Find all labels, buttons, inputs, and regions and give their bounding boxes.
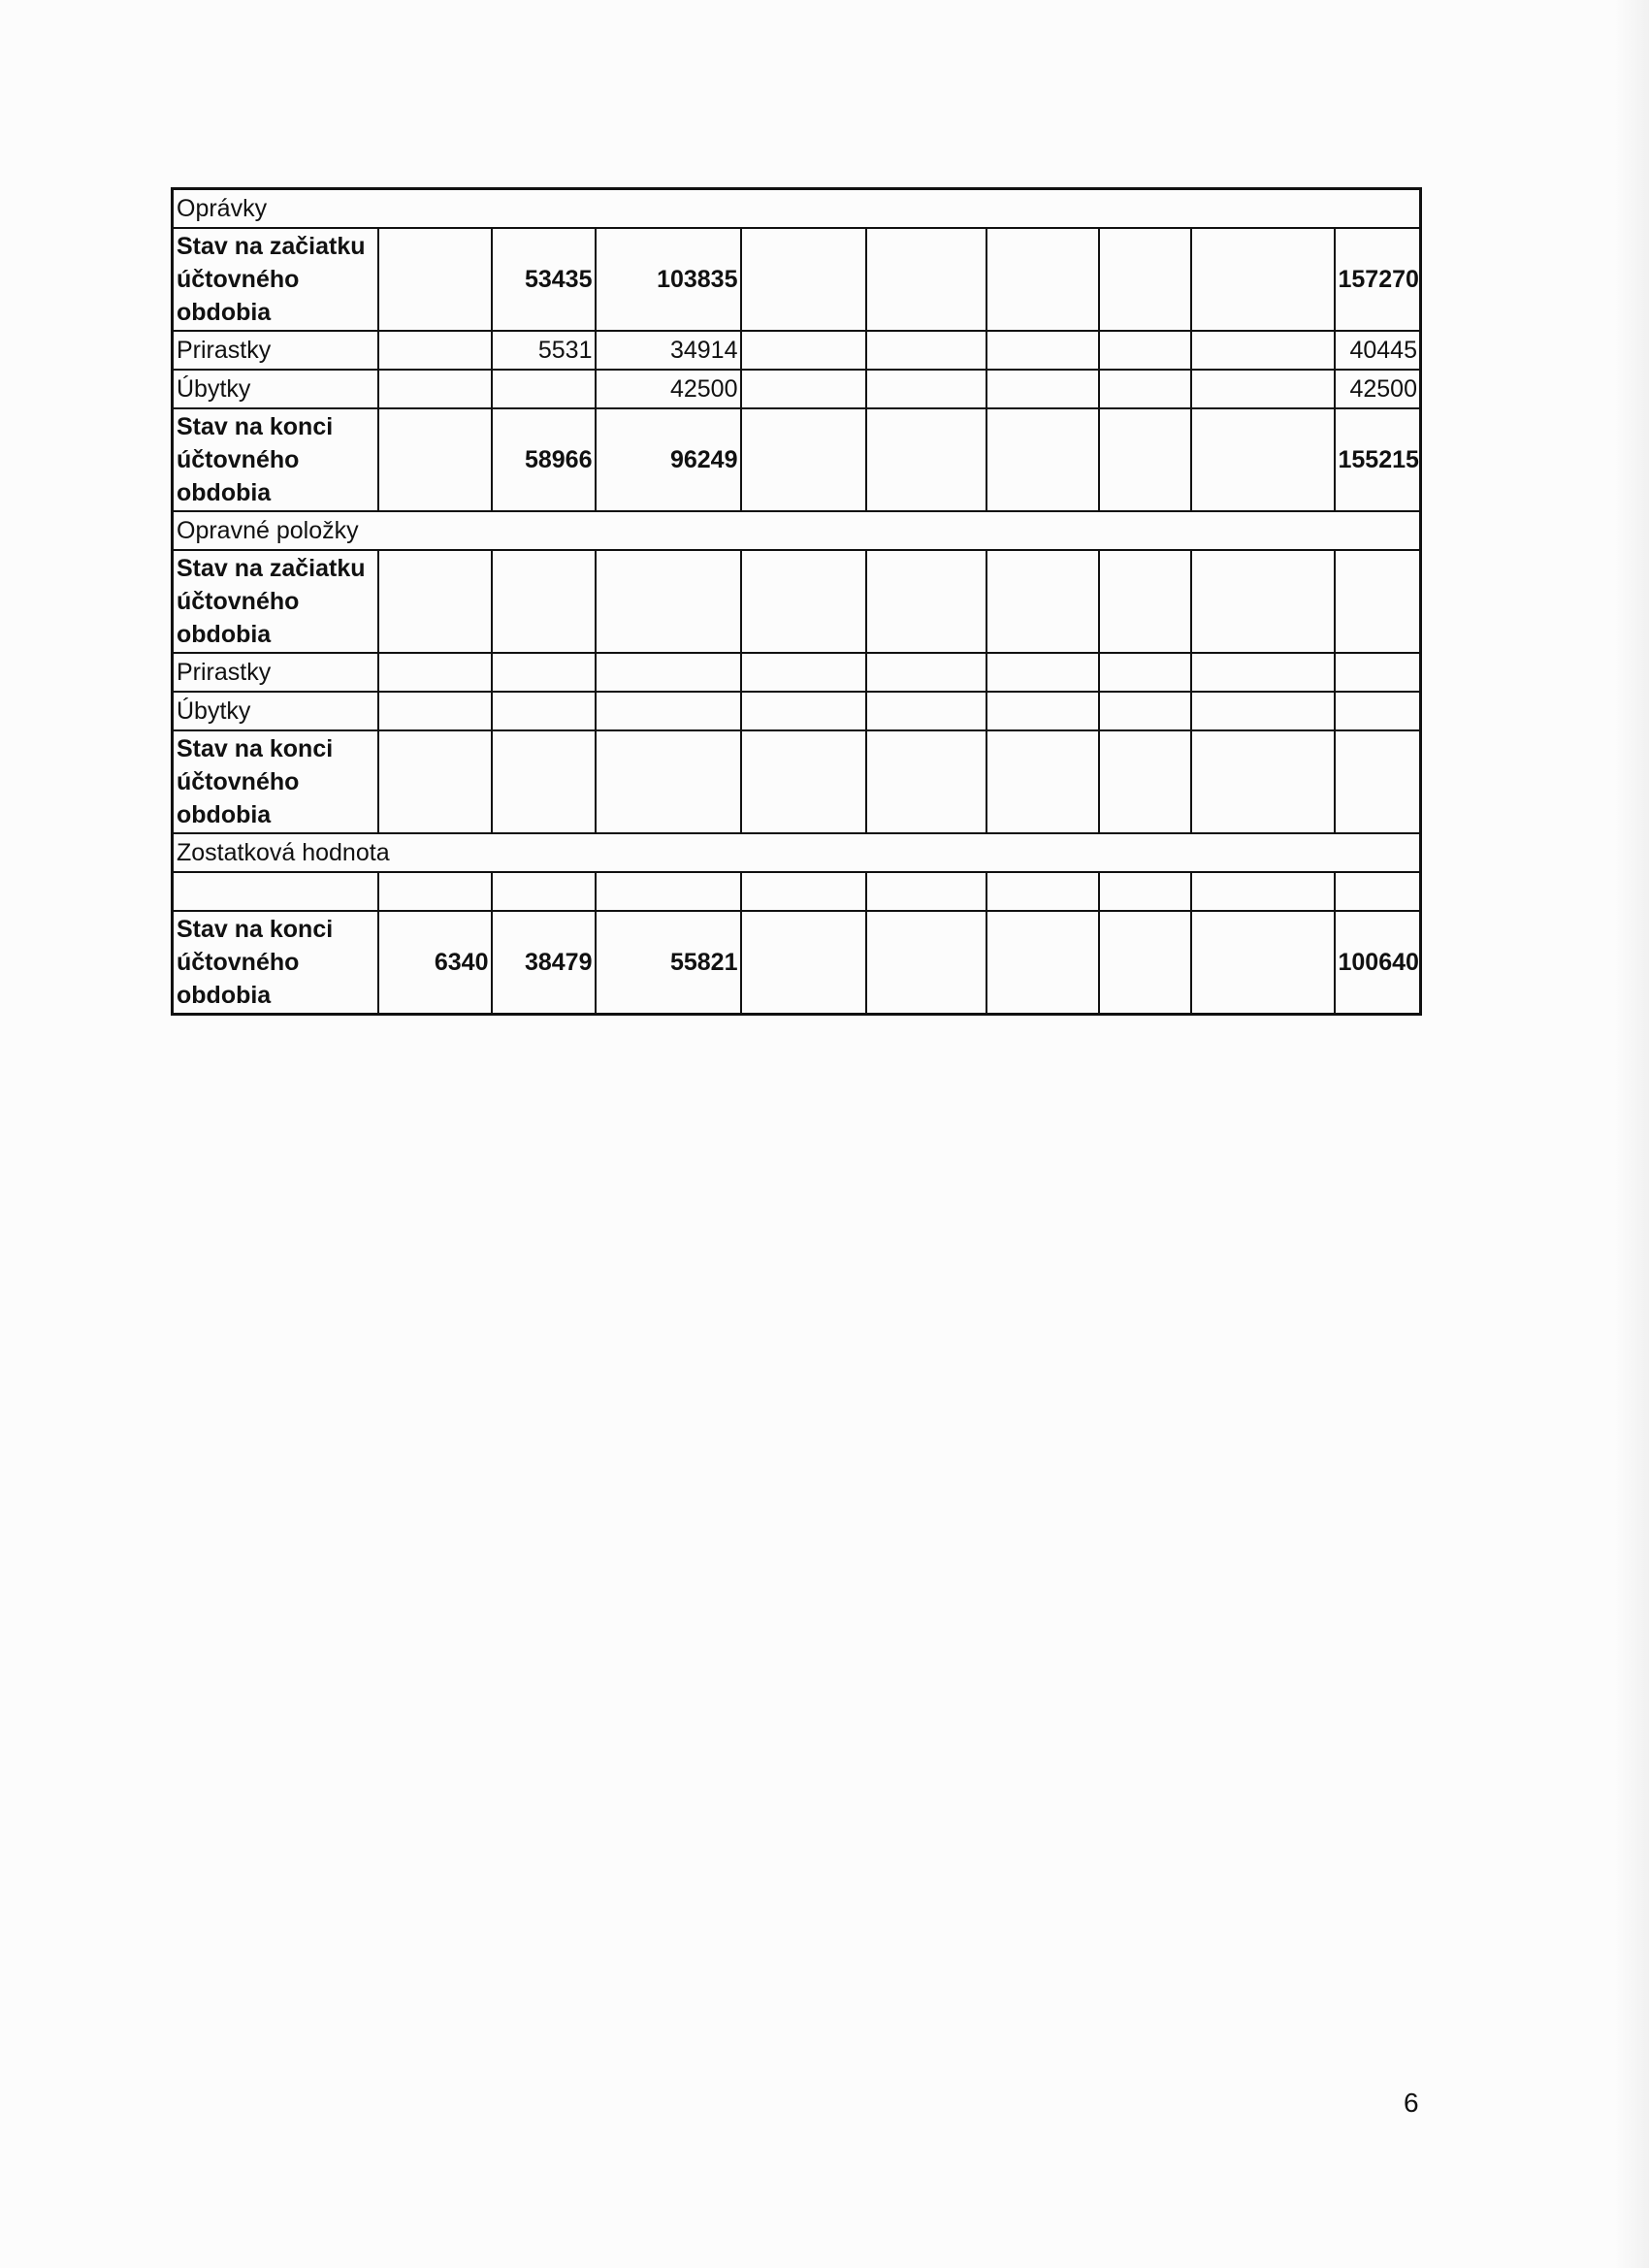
table-cell: 53435 (492, 228, 596, 331)
table-cell (1191, 370, 1335, 408)
table-cell (866, 228, 986, 331)
table-cell (1191, 692, 1335, 730)
row-label: Stav na konci účtovného obdobia (173, 408, 378, 511)
table-cell (866, 911, 986, 1015)
table-cell (596, 550, 741, 653)
scan-edge-shadow (1614, 0, 1649, 2268)
table-cell: 157270 (1335, 228, 1421, 331)
table-cell (1191, 331, 1335, 370)
table-cell (1335, 692, 1421, 730)
table-cell (378, 331, 492, 370)
table-row (173, 653, 1421, 692)
table-cell (741, 228, 866, 331)
table-row (173, 872, 1421, 911)
table-cell (1099, 408, 1191, 511)
table-cell (866, 872, 986, 911)
table-cell (866, 653, 986, 692)
table-body (173, 189, 1421, 1015)
table-cell: 6340 (378, 911, 492, 1015)
table-cell (866, 730, 986, 833)
table-cell: 155215 (1335, 408, 1421, 511)
table-cell (741, 872, 866, 911)
table-cell (492, 730, 596, 833)
table-cell (1099, 730, 1191, 833)
table-cell (986, 911, 1099, 1015)
table-cell: 58966 (492, 408, 596, 511)
table-cell (1099, 872, 1191, 911)
table-cell (1099, 692, 1191, 730)
table-cell (378, 872, 492, 911)
table-cell (986, 550, 1099, 653)
table-cell (741, 692, 866, 730)
table-row (173, 228, 1421, 331)
table-cell: 40445 (1335, 331, 1421, 370)
table-cell (378, 653, 492, 692)
table-cell (741, 370, 866, 408)
table-cell (1191, 408, 1335, 511)
table-cell: 38479 (492, 911, 596, 1015)
section-header-row (173, 189, 1421, 229)
table-cell (866, 692, 986, 730)
table-row (173, 730, 1421, 833)
table-cell (986, 331, 1099, 370)
table-cell: 103835 (596, 228, 741, 331)
table-cell (741, 550, 866, 653)
table-cell (378, 228, 492, 331)
table-cell (741, 730, 866, 833)
section-title: Oprávky (173, 189, 1421, 229)
table-cell (492, 872, 596, 911)
table-cell (1099, 228, 1191, 331)
table-cell (986, 228, 1099, 331)
section-title: Opravné položky (173, 511, 1421, 550)
table-cell (492, 550, 596, 653)
table-row (173, 692, 1421, 730)
table-row (173, 331, 1421, 370)
table-cell (986, 872, 1099, 911)
section-header-row (173, 511, 1421, 550)
table-cell (596, 730, 741, 833)
table-row (173, 408, 1421, 511)
row-label: Úbytky (173, 692, 378, 730)
row-label: Úbytky (173, 370, 378, 408)
table-cell (1191, 550, 1335, 653)
table-cell: 42500 (1335, 370, 1421, 408)
row-label (173, 872, 378, 911)
table-cell (1335, 550, 1421, 653)
row-label: Prirastky (173, 331, 378, 370)
section-title: Zostatková hodnota (173, 833, 1421, 872)
table-cell: 34914 (596, 331, 741, 370)
table-cell (986, 653, 1099, 692)
table-cell (986, 730, 1099, 833)
table-cell (378, 408, 492, 511)
table-cell (986, 408, 1099, 511)
row-label: Stav na konci účtovného obdobia (173, 730, 378, 833)
table-cell: 100640 (1335, 911, 1421, 1015)
table-row (173, 370, 1421, 408)
table-cell (1191, 730, 1335, 833)
table-cell (596, 653, 741, 692)
table-cell (378, 730, 492, 833)
table-cell (741, 331, 866, 370)
page-number: 6 (1404, 2088, 1419, 2118)
row-label: Stav na konci účtovného obdobia (173, 911, 378, 1015)
table-cell (1335, 730, 1421, 833)
table-cell (378, 550, 492, 653)
table-cell (866, 370, 986, 408)
table-cell (866, 331, 986, 370)
table-row (173, 911, 1421, 1015)
table-cell (1335, 653, 1421, 692)
table-cell (986, 370, 1099, 408)
table-cell (378, 370, 492, 408)
table-cell (741, 408, 866, 511)
table-cell (492, 653, 596, 692)
row-label: Stav na začiatku účtovného obdobia (173, 228, 378, 331)
table-cell (741, 653, 866, 692)
table-cell (866, 550, 986, 653)
table-cell: 5531 (492, 331, 596, 370)
table-cell (1099, 370, 1191, 408)
table-cell (378, 692, 492, 730)
table-cell: 96249 (596, 408, 741, 511)
table-cell (1099, 331, 1191, 370)
table-cell (492, 692, 596, 730)
table-cell (741, 911, 866, 1015)
table-cell (1191, 872, 1335, 911)
table-cell (866, 408, 986, 511)
table-cell (986, 692, 1099, 730)
fixed-assets-table (171, 187, 1422, 1016)
table-cell (1191, 228, 1335, 331)
table-cell (1191, 911, 1335, 1015)
row-label: Stav na začiatku účtovného obdobia (173, 550, 378, 653)
table-cell (1335, 872, 1421, 911)
table-cell (1099, 911, 1191, 1015)
row-label: Prirastky (173, 653, 378, 692)
table-cell (596, 692, 741, 730)
section-header-row (173, 833, 1421, 872)
table-cell: 42500 (596, 370, 741, 408)
table-cell (1099, 550, 1191, 653)
table-cell (1099, 653, 1191, 692)
table-row (173, 550, 1421, 653)
table-cell (492, 370, 596, 408)
table-cell: 55821 (596, 911, 741, 1015)
table-cell (1191, 653, 1335, 692)
table-cell (596, 872, 741, 911)
